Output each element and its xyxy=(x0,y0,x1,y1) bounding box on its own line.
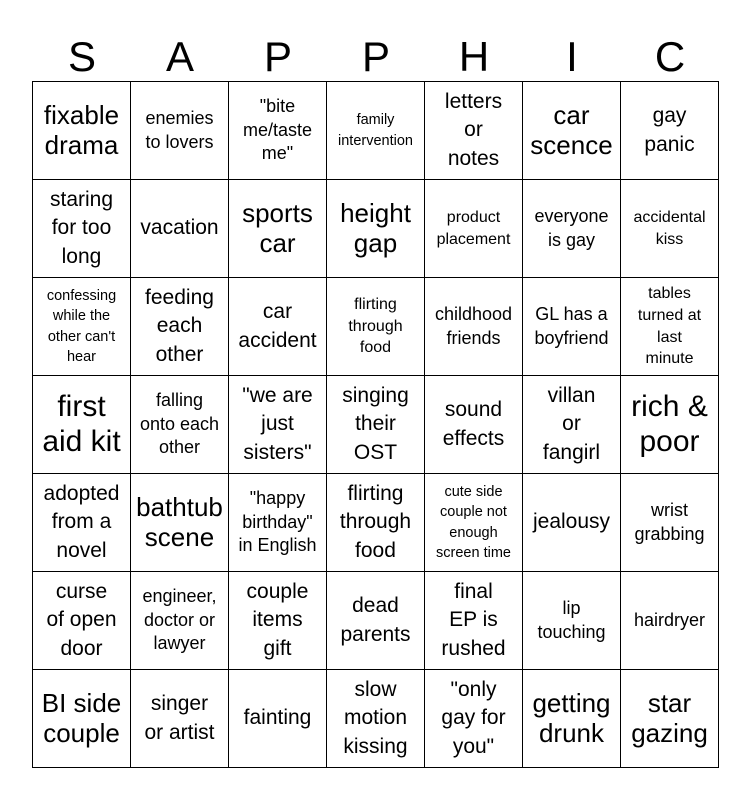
header-letter-2: A xyxy=(165,33,194,80)
cell-text: final EP is rushed xyxy=(441,579,506,660)
bingo-cell[interactable] xyxy=(523,278,621,376)
bingo-cell[interactable] xyxy=(327,82,425,180)
cell-text: cute side couple not enough screen time xyxy=(436,483,511,561)
cell-text: wrist grabbing xyxy=(634,500,705,544)
cell-text: product placement xyxy=(436,208,511,248)
header-letter-3: P xyxy=(263,33,292,80)
bingo-board xyxy=(32,81,719,768)
bingo-cell[interactable] xyxy=(621,474,719,572)
cell-text: lip touching xyxy=(537,598,606,642)
bingo-cell[interactable] xyxy=(33,572,131,670)
cell-text: gay panic xyxy=(644,104,695,156)
cell-text: "only gay for you" xyxy=(441,677,506,758)
bingo-cell[interactable] xyxy=(33,474,131,572)
cell-text: car scence xyxy=(530,99,613,160)
bingo-cell[interactable] xyxy=(131,670,229,768)
cell-text: vacation xyxy=(140,216,219,240)
bingo-cell[interactable] xyxy=(131,376,229,474)
bingo-cell[interactable] xyxy=(425,278,523,376)
bingo-cell[interactable] xyxy=(523,670,621,768)
bingo-cell[interactable] xyxy=(229,376,327,474)
cell-text: villan or fangirl xyxy=(542,383,601,464)
bingo-cell[interactable] xyxy=(425,474,523,572)
cell-text: childhood friends xyxy=(434,304,513,348)
bingo-cell[interactable] xyxy=(33,278,131,376)
bingo-cell[interactable] xyxy=(523,376,621,474)
bingo-cell[interactable] xyxy=(327,376,425,474)
header-letter-5: H xyxy=(458,33,490,80)
cell-text: falling onto each other xyxy=(139,390,220,458)
bingo-cell[interactable] xyxy=(229,82,327,180)
bingo-cell[interactable] xyxy=(523,180,621,278)
cell-text: fainting xyxy=(243,706,312,730)
bingo-cell[interactable] xyxy=(33,82,131,180)
bingo-header xyxy=(33,32,719,82)
bingo-cell[interactable] xyxy=(327,278,425,376)
cell-text: rich & poor xyxy=(631,390,708,458)
cell-text: bathtub scene xyxy=(136,491,223,552)
cell-text: star gazing xyxy=(631,687,708,748)
bingo-cell[interactable] xyxy=(131,278,229,376)
cell-text: "we are just sisters" xyxy=(242,383,313,464)
header-letter-6: I xyxy=(566,33,578,80)
bingo-cell[interactable] xyxy=(523,572,621,670)
bingo-cell[interactable] xyxy=(425,572,523,670)
bingo-cell[interactable] xyxy=(33,180,131,278)
cell-text: "happy birthday" in English xyxy=(238,488,317,556)
bingo-cell[interactable] xyxy=(621,82,719,180)
cell-text: tables turned at last minute xyxy=(637,285,702,368)
cell-text: singer or artist xyxy=(144,692,215,744)
bingo-cell[interactable] xyxy=(33,376,131,474)
bingo-cell[interactable] xyxy=(621,376,719,474)
cell-text: car accident xyxy=(238,300,317,352)
bingo-cell[interactable] xyxy=(425,180,523,278)
cell-text: flirting through food xyxy=(339,481,412,562)
cell-text: engineer, doctor or lawyer xyxy=(142,586,217,654)
bingo-cell[interactable] xyxy=(229,474,327,572)
bingo-cell[interactable] xyxy=(425,376,523,474)
cell-text: dead parents xyxy=(340,594,411,646)
cell-text: GL has a boyfriend xyxy=(534,304,609,348)
cell-text: adopted from a novel xyxy=(43,481,120,562)
bingo-cell[interactable] xyxy=(621,572,719,670)
bingo-cell[interactable] xyxy=(621,670,719,768)
cell-text: getting drunk xyxy=(532,687,611,748)
cell-text: accidental kiss xyxy=(633,208,706,248)
cell-text: curse of open door xyxy=(46,579,117,660)
bingo-cell[interactable] xyxy=(229,278,327,376)
cell-text: staring for too long xyxy=(49,187,114,268)
bingo-cell[interactable] xyxy=(327,572,425,670)
cell-text: letters or notes xyxy=(444,89,503,170)
bingo-cell[interactable] xyxy=(131,82,229,180)
header-letter-1: S xyxy=(67,33,96,80)
bingo-cell[interactable] xyxy=(523,474,621,572)
cell-text: confessing while the other can't hear xyxy=(46,287,117,365)
cell-text: sports car xyxy=(242,197,313,258)
bingo-cell[interactable] xyxy=(425,670,523,768)
cell-text: flirting through food xyxy=(348,296,403,357)
cell-text: jealousy xyxy=(532,510,611,534)
header-letter-7: C xyxy=(654,33,686,80)
cell-text: hairdryer xyxy=(633,609,706,630)
bingo-cell[interactable] xyxy=(327,474,425,572)
cell-text: couple items gift xyxy=(246,579,309,660)
bingo-cell[interactable] xyxy=(621,180,719,278)
bingo-cell[interactable] xyxy=(327,670,425,768)
bingo-cell[interactable] xyxy=(425,82,523,180)
cell-text: everyone is gay xyxy=(534,206,609,250)
bingo-cell[interactable] xyxy=(327,180,425,278)
cell-text: enemies to lovers xyxy=(145,108,214,152)
cell-text: sound effects xyxy=(442,398,505,450)
bingo-cell[interactable] xyxy=(131,180,229,278)
cell-text: family intervention xyxy=(338,112,413,149)
cell-text: singing their OST xyxy=(342,383,409,464)
cell-text: height gap xyxy=(340,197,411,258)
bingo-cell[interactable] xyxy=(621,278,719,376)
cell-text: "bite me/taste me" xyxy=(242,96,313,164)
bingo-cell[interactable] xyxy=(229,180,327,278)
bingo-cell[interactable] xyxy=(523,82,621,180)
cell-text: fixable drama xyxy=(43,99,120,160)
header-letter-4: P xyxy=(361,33,390,80)
bingo-cell[interactable] xyxy=(131,474,229,572)
cell-text: first aid kit xyxy=(42,390,121,458)
bingo-cell[interactable] xyxy=(131,572,229,670)
cell-text: feeding each other xyxy=(145,285,214,366)
cell-text: slow motion kissing xyxy=(343,677,408,758)
bingo-cell[interactable] xyxy=(33,670,131,768)
cell-text: BI side couple xyxy=(41,687,122,748)
bingo-cell[interactable] xyxy=(229,670,327,768)
bingo-cell[interactable] xyxy=(229,572,327,670)
